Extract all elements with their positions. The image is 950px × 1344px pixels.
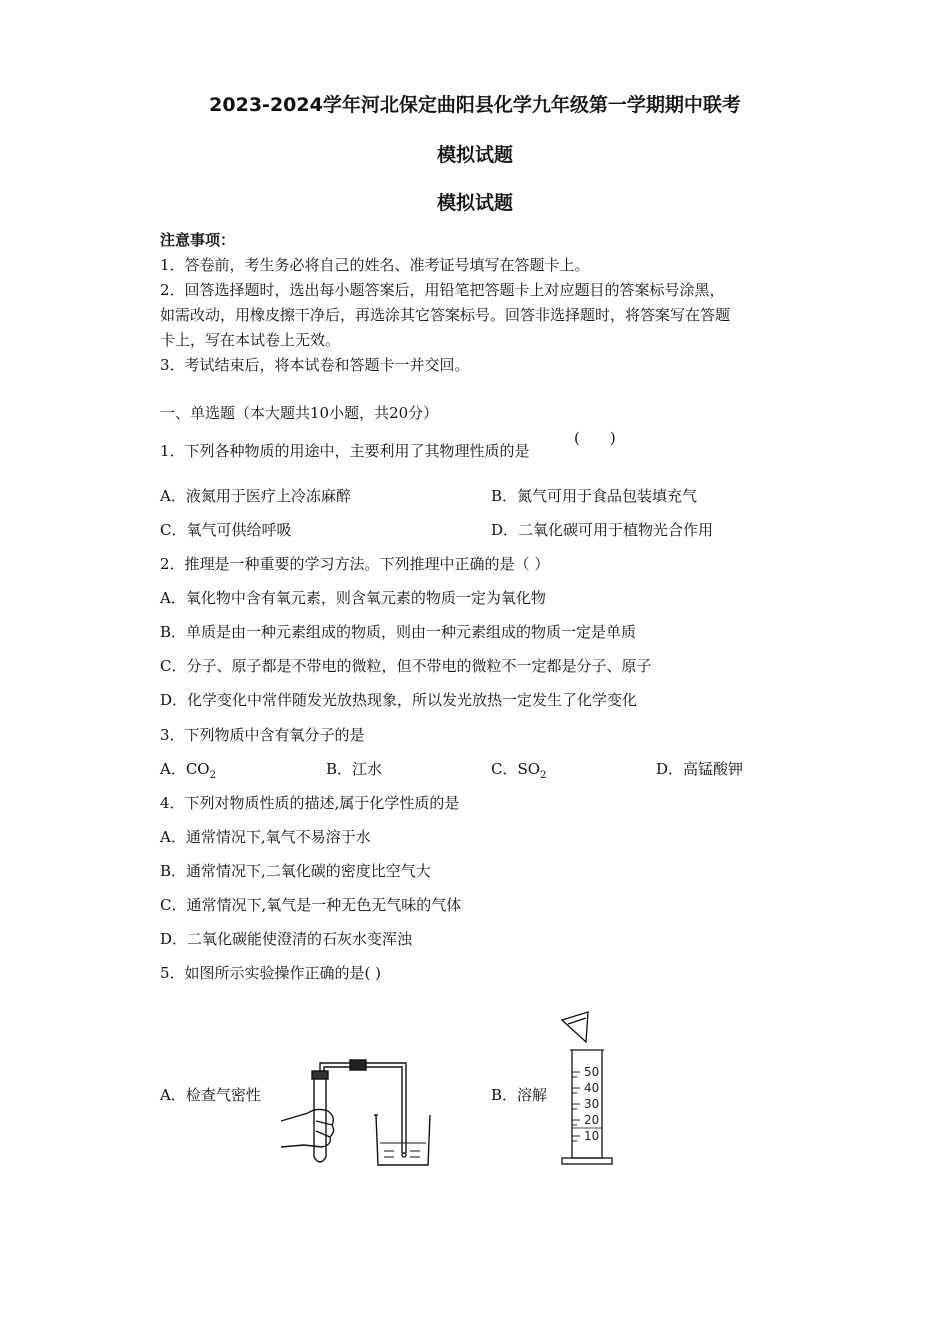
cylinder-mark-10: 10 <box>584 1129 600 1143</box>
graduated-cylinder-figure <box>556 1008 626 1170</box>
q3-option-b: B．江水 <box>326 760 383 778</box>
q4-option-a: A．通常情况下,氧气不易溶于水 <box>160 828 371 846</box>
q2-option-a: A．氧化物中含有氧元素，则含氧元素的物质一定为氧化物 <box>160 589 546 607</box>
q4-option-b: B．通常情况下,二氧化碳的密度比空气大 <box>160 862 431 880</box>
page-title-line1: 2023-2024学年河北保定曲阳县化学九年级第一学期期中联考 <box>209 94 741 116</box>
q1-stem: 1．下列各种物质的用途中，主要利用了其物理性质的是 <box>160 442 530 460</box>
q5-option-a: A．检查气密性 <box>160 1086 261 1104</box>
cylinder-mark-50: 50 <box>584 1065 600 1079</box>
q5-option-b: B．溶解 <box>491 1086 548 1104</box>
q4-option-d: D．二氧化碳能使澄清的石灰水变浑浊 <box>160 930 413 948</box>
notice-item-1: 1．答卷前，考生务必将自己的姓名、准考证号填写在答题卡上。 <box>160 256 590 274</box>
q3-stem: 3．下列物质中含有氧分子的是 <box>160 726 365 744</box>
airtightness-check-figure <box>276 1055 436 1170</box>
notice-item-3: 3．考试结束后，将本试卷和答题卡一并交回。 <box>160 356 470 374</box>
cylinder-mark-40: 40 <box>584 1081 600 1095</box>
q4-option-c: C．通常情况下,氧气是一种无色无气味的气体 <box>160 896 462 914</box>
q2-option-b: B．单质是由一种元素组成的物质，则由一种元素组成的物质一定是单质 <box>160 623 637 641</box>
q5-stem: 5．如图所示实验操作正确的是( ) <box>160 964 382 982</box>
q1-option-a: A．液氮用于医疗上冷冻麻醉 <box>160 487 351 505</box>
q3-option-c: C．$SO_2$ <box>491 760 547 781</box>
q3-option-d: D．高锰酸钾 <box>656 760 744 778</box>
q2-stem: 2．推理是一种重要的学习方法。下列推理中正确的是（ ） <box>160 555 550 573</box>
cylinder-mark-30: 30 <box>584 1097 600 1111</box>
cylinder-mark-20: 20 <box>584 1113 600 1127</box>
notice-item-2a: 2．回答选择题时，选出每小题答案后，用铅笔把答题卡上对应题目的答案标号涂黑， <box>160 281 725 299</box>
q2-option-d: D．化学变化中常伴随发光放热现象，所以发光放热一定发生了化学变化 <box>160 691 638 709</box>
q3-option-a: A．$CO_2$ <box>160 760 216 781</box>
q1-option-c: C．氧气可供给呼吸 <box>160 521 292 539</box>
notice-heading: 注意事项： <box>160 231 236 249</box>
page-title-line2: 模拟试题 <box>436 144 513 166</box>
q1-option-b: B．氮气可用于食品包装填充气 <box>491 487 698 505</box>
q4-stem: 4．下列对物质性质的描述,属于化学性质的是 <box>160 794 460 812</box>
page-title-line3: 模拟试题 <box>436 192 513 214</box>
section-heading: 一、单选题（本大题共10小题，共20分） <box>160 404 439 422</box>
notice-item-2c: 卡上，写在本试卷上无效。 <box>160 331 341 349</box>
q1-answer-paren: ( ) <box>574 429 616 447</box>
notice-item-2b: 如需改动，用橡皮擦干净后，再选涂其它答案标号。回答非选择题时，将答案写在答题 <box>160 306 731 324</box>
q1-option-d: D．二氧化碳可用于植物光合作用 <box>491 521 714 539</box>
q2-option-c: C．分子、原子都是不带电的微粒，但不带电的微粒不一定都是分子、原子 <box>160 657 652 675</box>
